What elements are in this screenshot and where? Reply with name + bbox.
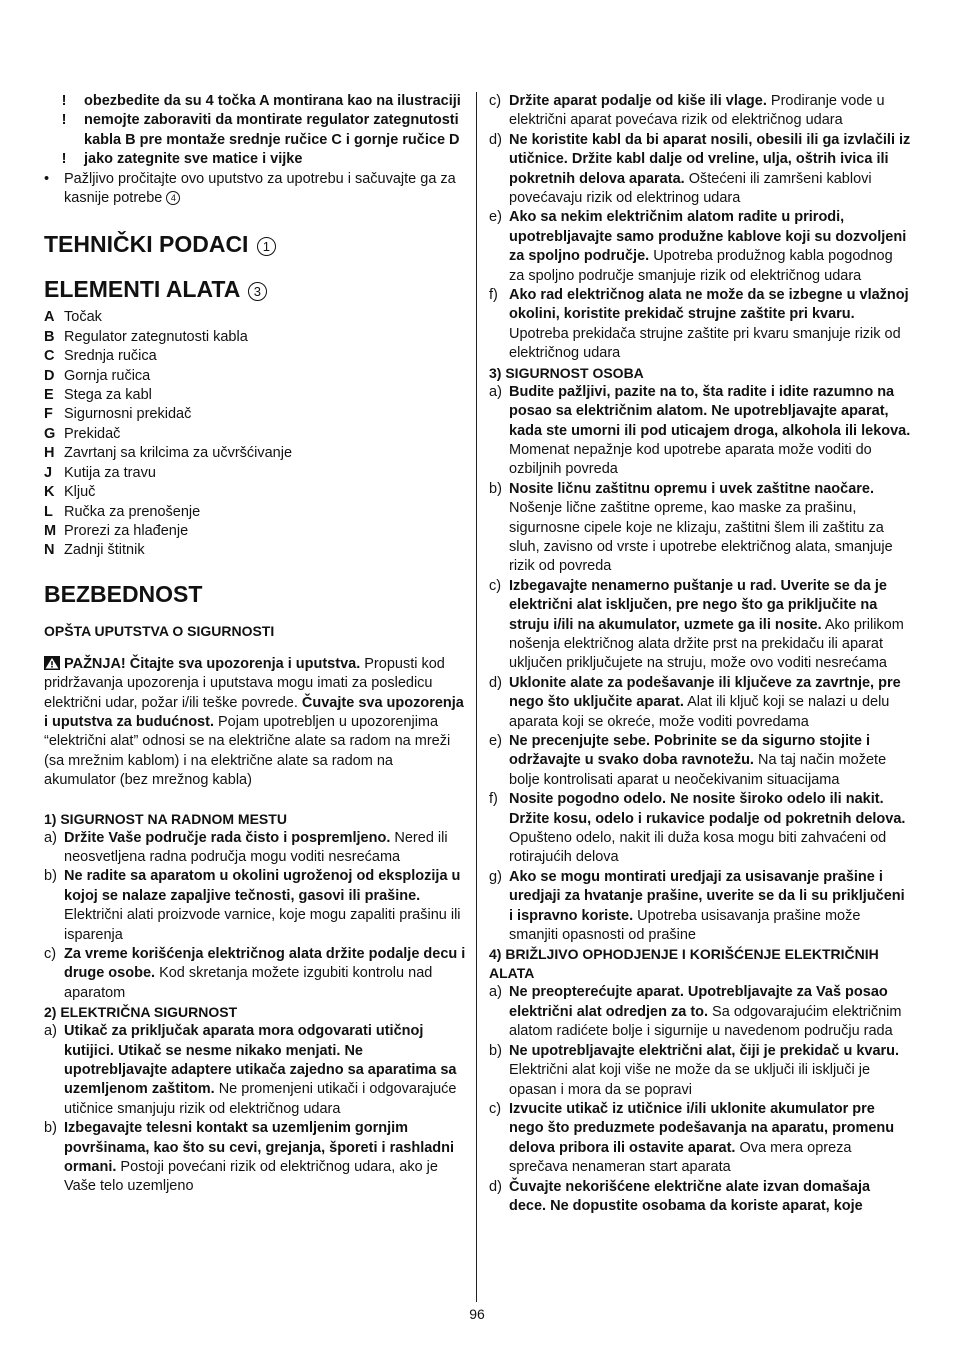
bullet-item — [44, 170, 466, 209]
item-marker: c) — [44, 946, 57, 962]
assembly-note-text: jako zategnite sve matice i vijke — [84, 151, 303, 168]
item-plain-text: Prodiranje vode u električni aparat povećava rizik od električnog udara — [509, 93, 885, 129]
safety-item — [489, 577, 911, 674]
item-text — [64, 829, 466, 868]
safety-item — [489, 480, 911, 577]
safety-item — [489, 286, 911, 364]
figure-ref-badge: 1 — [257, 237, 276, 256]
right-column — [489, 92, 911, 1216]
item-text — [509, 1042, 911, 1100]
item-marker: b) — [489, 1042, 502, 1059]
figure-ref-badge: 4 — [166, 191, 180, 205]
element-row — [44, 444, 466, 463]
element-key: G — [44, 425, 56, 442]
item-bold-text: Utikač za priključak aparata mora odgovarati utičnoj kutijici. Utikač se nesme nikako menjati. Ne upotrebljavajte adaptere utikača zajedno sa aparatima sa uzemljenom zaštitom. — [64, 1023, 457, 1098]
item-marker: b) — [489, 480, 502, 497]
item-plain-text: Upotreba usisavanja prašine može smanjiti opasnosti od prašine — [509, 907, 861, 944]
item-text — [509, 1178, 911, 1217]
element-key: F — [44, 406, 53, 423]
element-key: L — [44, 503, 53, 520]
item-plain-text: Ne promenjeni utikači i odgovarajuće utičnice smanjuju rizik od električnog udara — [64, 1081, 457, 1117]
safety-item — [489, 732, 911, 790]
item-bold-text: Čuvajte nekorišćene električne alate izvan domašaja dece. Ne dopustite osobama da koriste aparat, koje — [509, 1178, 871, 1214]
item-bold-text: Izbegavajte telesni kontakt sa uzemljenim gornjim površinama, kao što su cevi, grejanja, šporeti i rashladni ormani. — [64, 1120, 455, 1176]
element-key: J — [44, 464, 53, 481]
element-key: A — [44, 309, 55, 326]
heading-tool-elements — [44, 275, 466, 303]
safety-item — [44, 867, 466, 945]
item-plain-text: Upotreba prekidača strujne zaštite pri kvaru smanjuje rizik od električnog udara — [509, 325, 901, 362]
item-text — [509, 131, 911, 209]
safety-item — [44, 1119, 466, 1197]
item-bold-text: Ne preopterećujte aparat. Upotrebljavajte za Vaš posao električni alat odredjen za to. — [509, 984, 888, 1020]
item-text — [64, 945, 466, 1003]
exclamation-marker: ! — [61, 112, 67, 129]
assembly-note-text: nemojte zaboraviti da montirate regulator zategnutosti kabla B pre montaže srednje ručice C i gornje ručice D — [84, 112, 460, 148]
item-plain-text: Sa odgovarajućim električnim alatom radićete bolje i sigurnije u navedenom području rada — [509, 1003, 902, 1040]
safety-item — [489, 868, 911, 946]
safety-item — [44, 829, 466, 868]
assembly-note — [44, 111, 466, 150]
element-name: Sigurnosni prekidač — [64, 406, 192, 423]
item-bold-text: Ne koristite kabl da bi aparat nosili, obesili ili ga izvlačili iz utičnice. Držite kabl dalje od vreline, ulja, oštrih ivica ili pokretnih delova aparata. — [509, 131, 911, 187]
item-text — [509, 92, 911, 131]
item-marker: d) — [489, 1178, 502, 1195]
section-2-title: 2) ELEKTRIČNA SIGURNOST — [44, 1004, 238, 1021]
element-row — [44, 386, 466, 405]
bullet-text-content: Pažljivo pročitajte ovo uputstvo za upotrebu i sačuvajte ga za kasnije potrebe — [64, 170, 456, 207]
safety-item — [489, 208, 911, 286]
item-marker: a) — [44, 829, 57, 846]
item-bold-text: Nosite pogodno odelo. Ne nosite široko odelo ili nakit. Držite kosu, odelo i rukavice podalje od pokretnih delova. — [509, 791, 906, 827]
item-bold-text: Ne precenjujte sebe. Pobrinite se da sigurno stojite i održavajte u svako doba ravnotežu. — [509, 733, 870, 769]
item-text — [509, 868, 911, 946]
item-text — [509, 286, 911, 364]
subheading-general-safety: OPŠTA UPUTSTVA O SIGURNOSTI — [44, 622, 275, 639]
item-bold-text: Ne radite sa aparatom u okolini ugroženoj od eksplozija u kojoj se nalaze zapaljive tečnosti, gasovi ili prašine. — [64, 868, 461, 904]
column-divider — [476, 92, 477, 1302]
element-name: Točak — [64, 309, 102, 326]
element-key: M — [44, 522, 57, 539]
heading-technical-data-text: TEHNIČKI PODACI — [44, 231, 249, 258]
section-3-items — [489, 383, 911, 946]
element-row — [44, 367, 466, 386]
item-plain-text: Opušteno odelo, nakit ili duža kosa mogu biti zahvaćeni od rotirajućih delova — [509, 830, 887, 866]
element-name: Gornja ručica — [64, 367, 151, 384]
element-row — [44, 503, 466, 522]
safety-item — [489, 92, 911, 131]
element-key: H — [44, 445, 55, 462]
item-text — [509, 577, 911, 674]
element-name: Stega za kabl — [64, 387, 152, 404]
page-number: 96 — [469, 1306, 485, 1322]
item-text — [509, 674, 911, 732]
item-text — [64, 1022, 466, 1119]
item-marker: c) — [489, 577, 502, 594]
element-row — [44, 464, 466, 483]
item-plain-text: Ako prilikom nošenja električnog alata držite prst na prekidaču ili aparat uključen priključujete na struju, može ovo voditi nesrećama — [509, 616, 904, 672]
item-text — [509, 983, 911, 1041]
element-row — [44, 347, 466, 366]
item-text — [509, 208, 911, 286]
section-4-items — [489, 983, 911, 1216]
item-text — [509, 790, 911, 868]
assembly-notes — [44, 92, 466, 170]
element-row — [44, 405, 466, 424]
heading-safety: BEZBEDNOST — [44, 580, 203, 607]
warning-text: Propusti kod pridržavanja upozorenja i uputstava mogu imati za posledicu električni udar, požar i/ili teške povrede. — [44, 655, 445, 711]
item-bold-text: Ako rad električnog alata ne može da se izbegne u vlažnoj okolini, koristite prekidač strujne zaštite pri kvaru. — [509, 287, 909, 323]
item-plain-text: Upotreba produžnog kabla pogodnog za spoljno područje smanjuje rizik od električnog udara — [509, 248, 893, 284]
bullet-text — [64, 170, 466, 209]
element-key: D — [44, 367, 55, 384]
item-marker: a) — [489, 984, 502, 1001]
item-bold-text: Izbegavajte nenamerno puštanje u rad. Uverite se da je električni alat isključen, pre nego što ga priključite na struju i/ili na akumulator, uzmete ga ili nosite. — [509, 577, 887, 633]
element-name: Regulator zategnutosti kabla — [64, 328, 248, 345]
assembly-note — [44, 92, 466, 111]
item-plain-text: Alat ili ključ koji se nalazi u delu aparata koji se okreće, može voditi povredama — [509, 694, 890, 730]
warning-bold-text-2: Čuvajte sva upozorenja i uputstva za budućnost. — [44, 694, 464, 730]
item-plain-text: Na taj način možete bolje kontrolisati aparat u neočekivanim situacijama — [509, 752, 887, 788]
item-bold-text: Ako sa nekim električnim alatom radite u prirodi, upotrebljavajte samo produžne kablove koji su dozvoljeni za spoljno područje. — [509, 209, 907, 265]
section-4-title — [489, 945, 911, 983]
item-plain-text: Nošenje lične zaštitne opreme, kao maske za prašinu, sigurnosne cipele koje ne klizaju, zaštitni šlem ili zaštitu za sluh, zavisno od vrste i upotrebe električnog alata, smanjuje rizik od povreda — [509, 500, 893, 575]
item-text — [64, 1119, 466, 1197]
item-text — [509, 732, 911, 790]
warning-triangle-icon — [44, 656, 60, 670]
element-row — [44, 328, 466, 347]
item-marker: e) — [489, 209, 502, 226]
item-plain-text: Kod skretanja možete izgubiti kontrolu nad aparatom — [64, 965, 433, 1001]
element-row — [44, 522, 466, 541]
item-plain-text: Nered ili neosvetljena radna područja mogu voditi nesrećama — [64, 829, 448, 865]
item-text — [509, 1100, 911, 1178]
item-bold-text: Uklonite alate za podešavanje ili ključeve za zavrtnje, pre nego što uključite aparat. — [509, 674, 901, 711]
item-plain-text: Električni alat koji više ne može da se uključi ili isključi je opasan i mora da se popravi — [509, 1062, 871, 1098]
element-key: K — [44, 484, 55, 501]
section-2-items-continued — [489, 92, 911, 364]
exclamation-marker: ! — [61, 151, 67, 168]
item-bold-text: Ne upotrebljavajte električni alat, čiji je prekidač u kvaru. — [509, 1042, 900, 1059]
safety-item — [44, 1022, 466, 1119]
item-marker: f) — [489, 287, 498, 304]
item-marker: b) — [44, 868, 57, 885]
element-name: Zavrtanj sa krilcima za učvršćivanje — [64, 445, 293, 462]
assembly-note-text: obezbedite da su 4 točka A montirana kao na ilustraciji — [84, 93, 461, 109]
general-warning-paragraph — [44, 655, 466, 791]
section-4-title-text: 4) BRIŽLJIVO OPHODJENJE I KORIŠĆENJE ELEKTRIČNIH ALATA — [489, 946, 879, 982]
item-plain-text: Električni alati proizvode varnice, koje mogu zapaliti prašinu ili isparenja — [64, 907, 461, 943]
safety-item — [489, 790, 911, 868]
item-marker: f) — [489, 791, 498, 808]
warning-text-2: Pojam upotrebljen u upozorenjima “električni alat” odnosi se na električne alate sa radom na mreži (sa mrežnim kablom) i na električne alate sa radom na akumulator (bez mrežnog kabla) — [44, 713, 451, 789]
item-bold-text: Za vreme korišćenja električnog alata držite podalje decu i druge osobe. — [64, 946, 466, 982]
item-text — [64, 867, 466, 945]
safety-item — [489, 983, 911, 1041]
item-bold-text: Nosite ličnu zaštitnu opremu i uvek zaštitne naočare. — [509, 480, 875, 497]
item-marker: d) — [489, 674, 502, 691]
element-row — [44, 483, 466, 502]
item-plain-text: Ova mera opreza sprečava nenameran start aparata — [509, 1139, 852, 1176]
item-bold-text: Budite pažljivi, pazite na to, šta radite i idite razumno na posao sa električnim alatom. Ne upotrebljavajte aparat, kada ste umorni ili pod uticajem droga, alkohola ili lekova. — [509, 383, 911, 439]
left-column — [44, 92, 466, 1197]
safety-item — [489, 674, 911, 732]
elements-list — [44, 308, 466, 560]
item-plain-text: Oštećeni ili zamršeni kablovi povećavaju rizik od elektrinog udara — [509, 170, 872, 207]
item-bold-text: Ako se mogu montirati uredjaji za usisavanje prašine i uredjaji za hvatanje prašine, uverite se da li su priključeni i ispravno koriste. — [509, 868, 905, 924]
element-key: B — [44, 328, 55, 345]
section-3-title: 3) SIGURNOST OSOBA — [489, 364, 644, 381]
item-marker: a) — [489, 383, 502, 400]
item-marker: g) — [489, 868, 502, 885]
element-key: N — [44, 542, 55, 559]
element-row — [44, 541, 466, 560]
element-key: C — [44, 348, 55, 365]
item-marker: c) — [489, 1100, 502, 1117]
bullet-marker: • — [44, 170, 50, 187]
safety-item — [489, 383, 911, 480]
element-row — [44, 308, 466, 327]
section-2-items — [44, 1022, 466, 1197]
item-text — [509, 480, 911, 577]
safety-item — [44, 945, 466, 1003]
item-plain-text: Postoji povećani rizik od električnog udara, ako je Vaše telo uzemljeno — [64, 1159, 438, 1195]
item-marker: a) — [44, 1023, 57, 1040]
item-marker: d) — [489, 131, 502, 148]
element-name: Prekidač — [64, 425, 121, 442]
element-name: Srednja ručica — [64, 348, 157, 365]
element-name: Kutija za travu — [64, 464, 156, 481]
item-bold-text: Držite aparat podalje od kiše ili vlage. — [509, 93, 767, 109]
section-1-items — [44, 829, 466, 1004]
item-plain-text: Momenat nepažnje kod upotrebe aparata može voditi do ozbiljnih povreda — [509, 441, 872, 478]
warning-bold-text: PAŽNJA! Čitajte sva upozorenja i uputstva. — [64, 655, 361, 672]
figure-ref-badge: 3 — [248, 282, 267, 301]
item-text — [509, 383, 911, 480]
safety-item — [489, 131, 911, 209]
element-key: E — [44, 387, 54, 404]
safety-item — [489, 1042, 911, 1100]
assembly-note — [44, 150, 466, 169]
section-1-title: 1) SIGURNOST NA RADNOM MESTU — [44, 810, 287, 827]
item-marker: b) — [44, 1120, 57, 1137]
heading-tool-elements-text: ELEMENTI ALATA — [44, 276, 240, 303]
element-name: Zadnji štitnik — [64, 542, 145, 559]
heading-technical-data — [44, 230, 466, 258]
element-name: Prorezi za hlađenje — [64, 522, 189, 539]
element-name: Ručka za prenošenje — [64, 503, 201, 520]
safety-item — [489, 1100, 911, 1178]
item-bold-text: Držite Vaše područje rada čisto i pospremljeno. — [64, 829, 391, 846]
element-name: Ključ — [64, 484, 96, 501]
item-bold-text: Izvucite utikač iz utičnice i/ili uklonite akumulator pre nego što preduzmete podešavanja na aparatu, promenu delova pribora ili ostavite aparat. — [509, 1100, 895, 1156]
exclamation-marker: ! — [61, 93, 67, 109]
item-marker: e) — [489, 733, 502, 749]
element-row — [44, 425, 466, 444]
safety-item — [489, 1178, 911, 1217]
item-marker: c) — [489, 93, 502, 109]
